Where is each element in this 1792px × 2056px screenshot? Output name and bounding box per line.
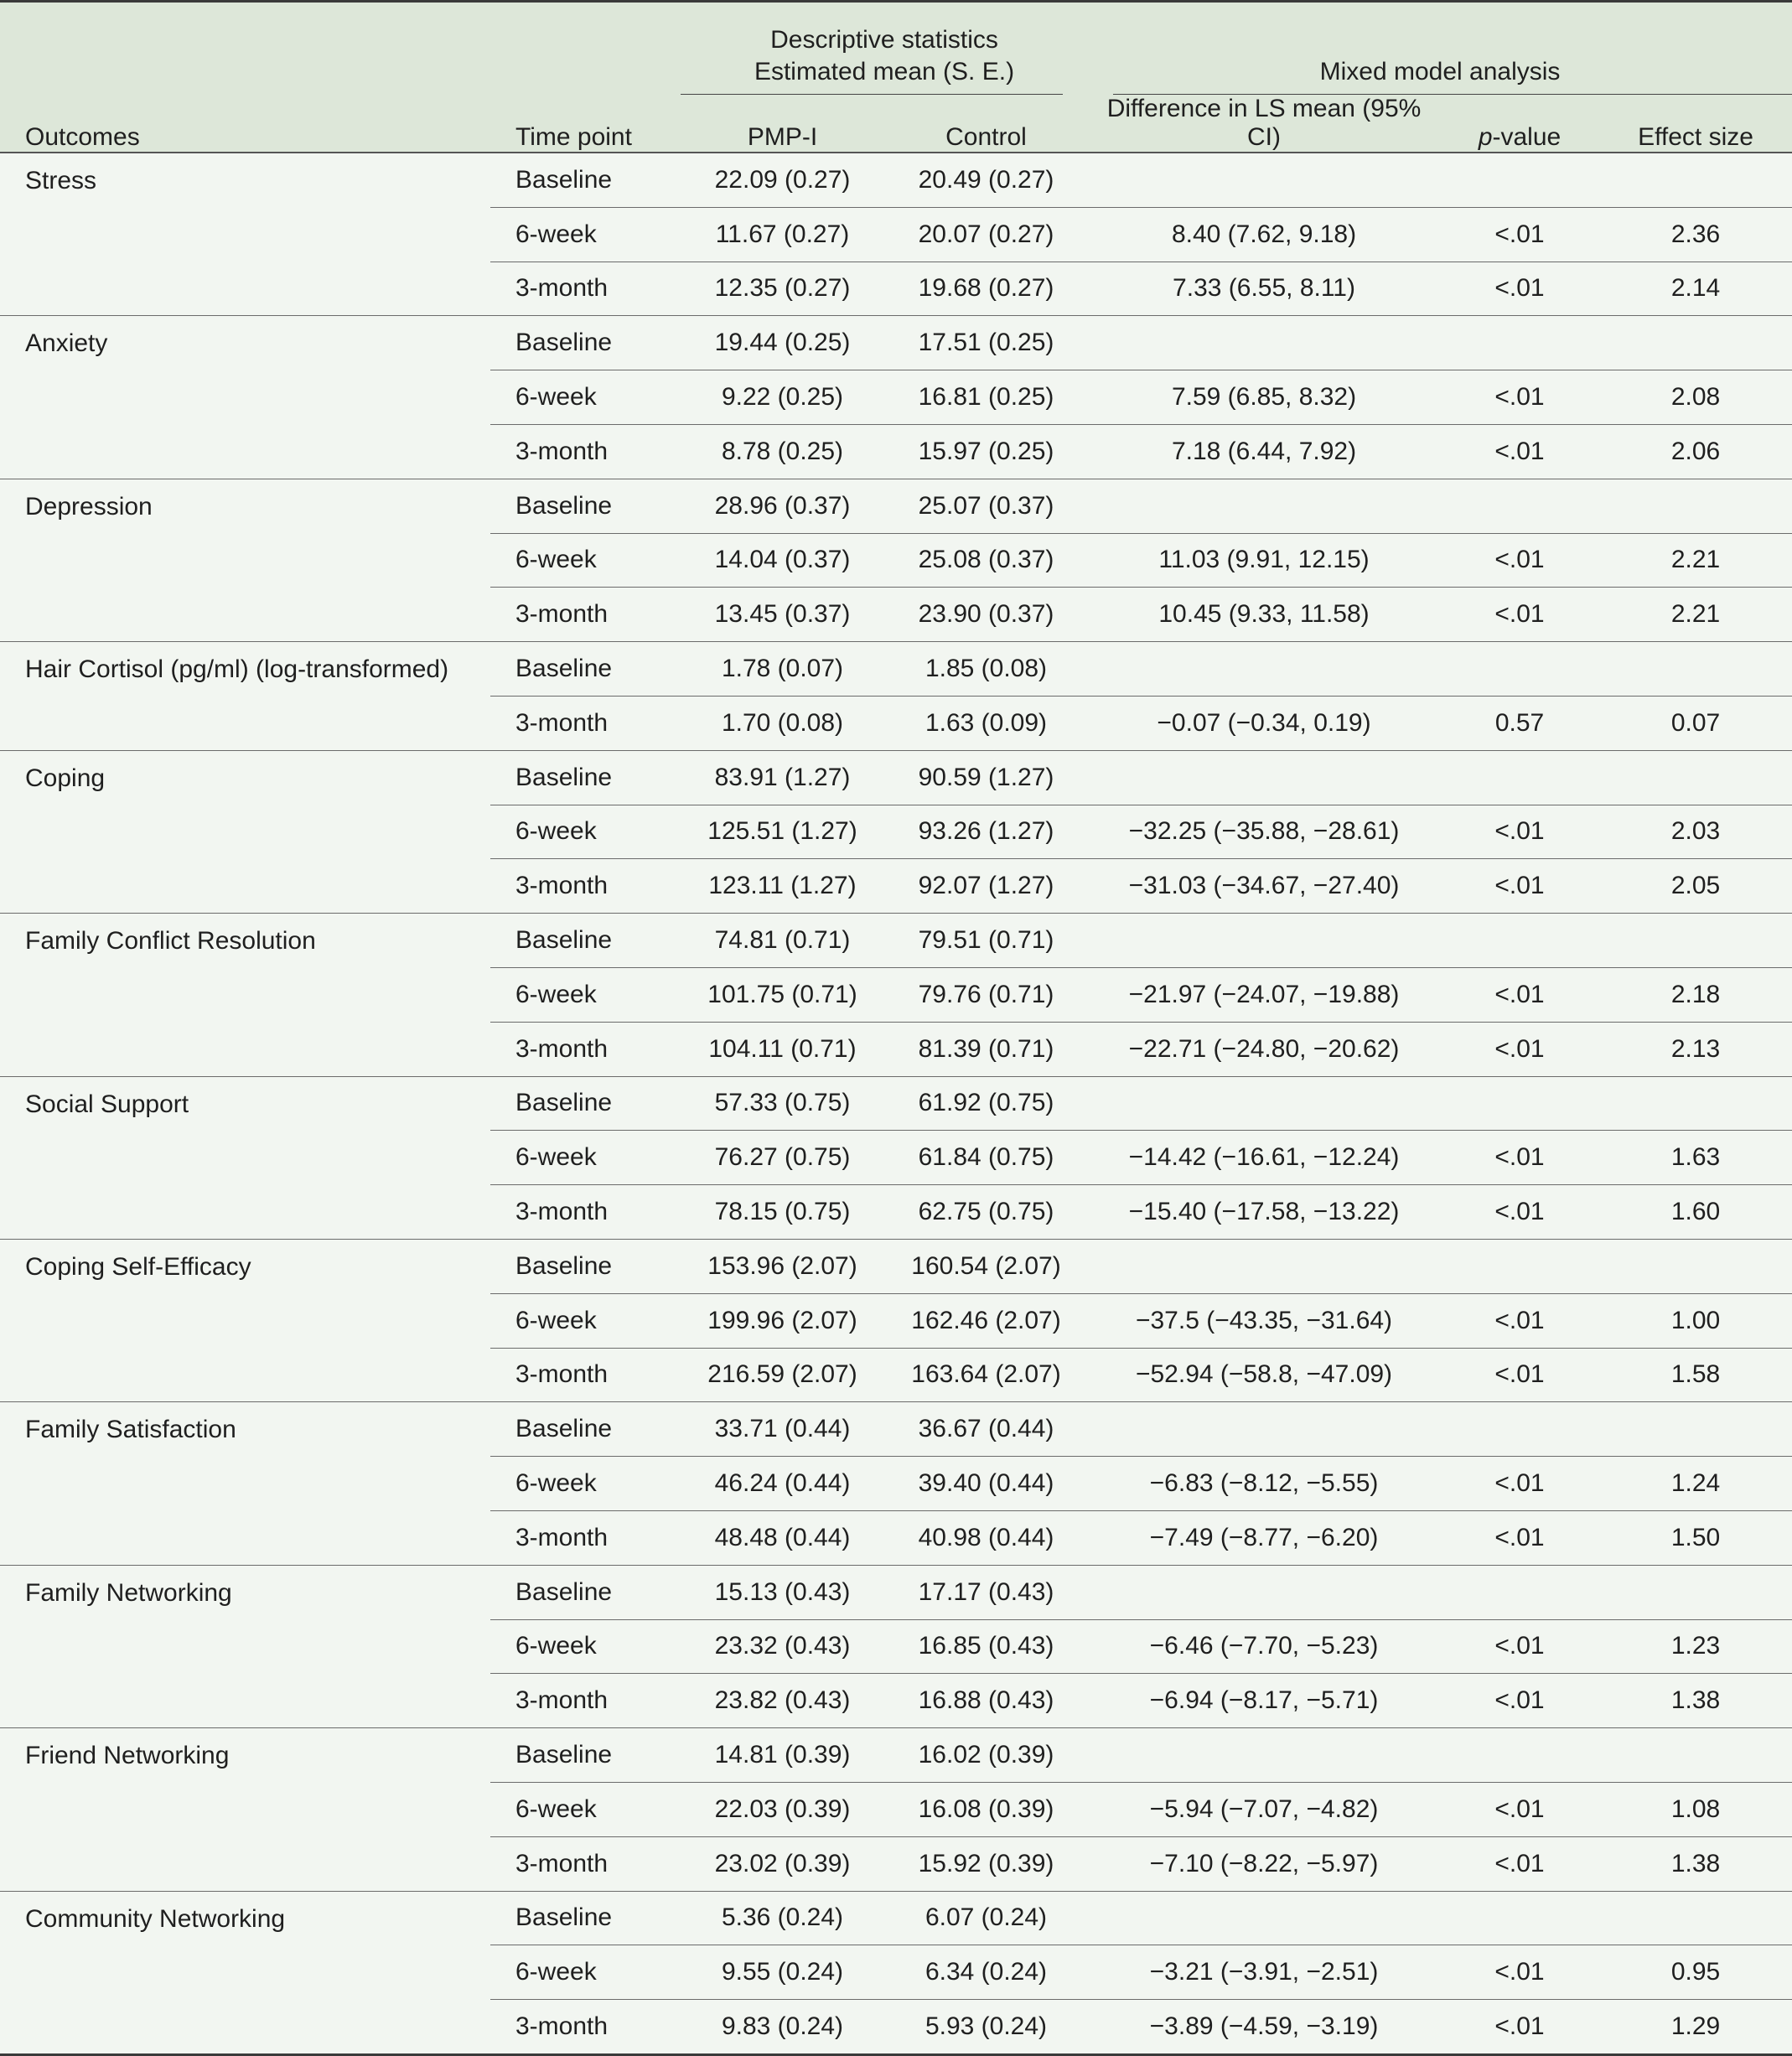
table-row	[0, 1402, 1792, 1457]
cell-difference: −6.94 (−8.17, −5.71)	[1088, 1674, 1440, 1728]
cell-difference: −37.5 (−43.35, −31.64)	[1088, 1293, 1440, 1348]
cell-difference: −31.03 (−34.67, −27.40)	[1088, 859, 1440, 914]
header-group-mixed-model	[1088, 2, 1792, 96]
cell-pmp: 76.27 (0.75)	[681, 1131, 884, 1185]
cell-outcome: Family Conflict Resolution	[0, 914, 490, 1076]
cell-p-value	[1440, 153, 1599, 207]
cell-difference: −14.42 (−16.61, −12.24)	[1088, 1131, 1440, 1185]
cell-difference	[1088, 1402, 1440, 1457]
cell-p-value	[1440, 1076, 1599, 1131]
cell-effect-size: 1.38	[1599, 1836, 1792, 1891]
cell-time-point: 3-month	[490, 588, 681, 642]
cell-control: 81.39 (0.71)	[884, 1022, 1088, 1076]
cell-difference	[1088, 153, 1440, 207]
cell-pmp: 14.81 (0.39)	[681, 1728, 884, 1783]
cell-p-value: <.01	[1440, 1782, 1599, 1836]
cell-difference	[1088, 1565, 1440, 1619]
cell-control: 40.98 (0.44)	[884, 1510, 1088, 1565]
cell-effect-size: 2.13	[1599, 1022, 1792, 1076]
cell-control: 79.51 (0.71)	[884, 914, 1088, 968]
cell-p-value: <.01	[1440, 1674, 1599, 1728]
table-header	[0, 2, 1792, 153]
cell-outcome: Coping Self-Efficacy	[0, 1239, 490, 1401]
cell-time-point: 6-week	[490, 1782, 681, 1836]
cell-control: 17.51 (0.25)	[884, 316, 1088, 370]
cell-control: 15.97 (0.25)	[884, 424, 1088, 479]
cell-time-point: Baseline	[490, 1891, 681, 1945]
cell-p-value: <.01	[1440, 1945, 1599, 2000]
cell-outcome: Hair Cortisol (pg/ml) (log-transformed)	[0, 642, 490, 751]
cell-pmp: 23.02 (0.39)	[681, 1836, 884, 1891]
cell-p-value: <.01	[1440, 2000, 1599, 2055]
cell-pmp: 46.24 (0.44)	[681, 1457, 884, 1511]
cell-difference: −6.46 (−7.70, −5.23)	[1088, 1619, 1440, 1674]
cell-pmp: 22.09 (0.27)	[681, 153, 884, 207]
cell-control: 90.59 (1.27)	[884, 750, 1088, 805]
cell-pmp: 9.55 (0.24)	[681, 1945, 884, 2000]
cell-time-point: Baseline	[490, 1239, 681, 1293]
cell-p-value: <.01	[1440, 1022, 1599, 1076]
cell-time-point: Baseline	[490, 1565, 681, 1619]
cell-effect-size	[1599, 914, 1792, 968]
cell-outcome: Social Support	[0, 1076, 490, 1239]
cell-outcome: Depression	[0, 479, 490, 641]
cell-pmp: 216.59 (2.07)	[681, 1348, 884, 1402]
cell-difference: −6.83 (−8.12, −5.55)	[1088, 1457, 1440, 1511]
header-group-descriptive-line1: Descriptive statistics	[770, 26, 998, 54]
cell-time-point: 3-month	[490, 1510, 681, 1565]
cell-control: 17.17 (0.43)	[884, 1565, 1088, 1619]
cell-p-value: <.01	[1440, 1836, 1599, 1891]
cell-time-point: Baseline	[490, 479, 681, 533]
cell-time-point: 6-week	[490, 1293, 681, 1348]
cell-time-point: 3-month	[490, 1836, 681, 1891]
table-row	[0, 479, 1792, 533]
table-row	[0, 642, 1792, 697]
cell-control: 163.64 (2.07)	[884, 1348, 1088, 1402]
header-empty-time	[490, 2, 681, 96]
cell-pmp: 12.35 (0.27)	[681, 262, 884, 316]
cell-difference: −52.94 (−58.8, −47.09)	[1088, 1348, 1440, 1402]
cell-effect-size	[1599, 1402, 1792, 1457]
cell-pmp: 104.11 (0.71)	[681, 1022, 884, 1076]
table-row	[0, 750, 1792, 805]
cell-time-point: 3-month	[490, 1022, 681, 1076]
cell-control: 20.49 (0.27)	[884, 153, 1088, 207]
cell-difference	[1088, 1076, 1440, 1131]
cell-pmp: 1.78 (0.07)	[681, 642, 884, 697]
cell-effect-size	[1599, 1891, 1792, 1945]
cell-p-value	[1440, 1728, 1599, 1783]
header-difference: Difference in LS mean (95% CI)	[1088, 95, 1440, 153]
cell-effect-size: 2.18	[1599, 967, 1792, 1022]
cell-p-value: <.01	[1440, 1293, 1599, 1348]
cell-pmp: 11.67 (0.27)	[681, 207, 884, 262]
cell-effect-size	[1599, 1076, 1792, 1131]
cell-effect-size: 1.38	[1599, 1674, 1792, 1728]
header-group-descriptive	[681, 2, 1088, 96]
cell-control: 25.07 (0.37)	[884, 479, 1088, 533]
cell-pmp: 74.81 (0.71)	[681, 914, 884, 968]
cell-pmp: 14.04 (0.37)	[681, 533, 884, 588]
cell-effect-size: 1.50	[1599, 1510, 1792, 1565]
cell-time-point: 6-week	[490, 207, 681, 262]
cell-effect-size: 1.08	[1599, 1782, 1792, 1836]
header-pmp: PMP-I	[681, 95, 884, 153]
cell-time-point: 3-month	[490, 1348, 681, 1402]
table-row	[0, 1239, 1792, 1293]
cell-p-value	[1440, 642, 1599, 697]
cell-pmp: 19.44 (0.25)	[681, 316, 884, 370]
cell-pmp: 28.96 (0.37)	[681, 479, 884, 533]
table-body	[0, 153, 1792, 2054]
cell-p-value: <.01	[1440, 859, 1599, 914]
cell-control: 16.02 (0.39)	[884, 1728, 1088, 1783]
header-group-mixed-label: Mixed model analysis	[1319, 58, 1561, 85]
cell-pmp: 123.11 (1.27)	[681, 859, 884, 914]
table-row	[0, 1076, 1792, 1131]
cell-control: 160.54 (2.07)	[884, 1239, 1088, 1293]
cell-outcome: Family Satisfaction	[0, 1402, 490, 1565]
cell-time-point: 3-month	[490, 424, 681, 479]
cell-effect-size: 1.60	[1599, 1185, 1792, 1240]
cell-control: 61.84 (0.75)	[884, 1131, 1088, 1185]
cell-effect-size: 2.06	[1599, 424, 1792, 479]
cell-time-point: 6-week	[490, 533, 681, 588]
cell-difference: 7.33 (6.55, 8.11)	[1088, 262, 1440, 316]
cell-time-point: 6-week	[490, 967, 681, 1022]
cell-pmp: 9.83 (0.24)	[681, 2000, 884, 2055]
cell-p-value: <.01	[1440, 967, 1599, 1022]
cell-control: 20.07 (0.27)	[884, 207, 1088, 262]
cell-difference: −0.07 (−0.34, 0.19)	[1088, 696, 1440, 750]
cell-control: 36.67 (0.44)	[884, 1402, 1088, 1457]
cell-p-value: <.01	[1440, 805, 1599, 859]
cell-effect-size	[1599, 1565, 1792, 1619]
cell-difference: −5.94 (−7.07, −4.82)	[1088, 1782, 1440, 1836]
header-effect-size: Effect size	[1599, 95, 1792, 153]
cell-control: 16.88 (0.43)	[884, 1674, 1088, 1728]
table-row	[0, 153, 1792, 207]
cell-effect-size: 1.00	[1599, 1293, 1792, 1348]
cell-difference: −22.71 (−24.80, −20.62)	[1088, 1022, 1440, 1076]
cell-control: 23.90 (0.37)	[884, 588, 1088, 642]
cell-time-point: 6-week	[490, 1945, 681, 2000]
cell-difference: 11.03 (9.91, 12.15)	[1088, 533, 1440, 588]
cell-control: 5.93 (0.24)	[884, 2000, 1088, 2055]
cell-control: 1.85 (0.08)	[884, 642, 1088, 697]
cell-effect-size	[1599, 479, 1792, 533]
header-control: Control	[884, 95, 1088, 153]
cell-effect-size: 1.23	[1599, 1619, 1792, 1674]
header-time-point: Time point	[490, 95, 681, 153]
cell-pmp: 125.51 (1.27)	[681, 805, 884, 859]
cell-pmp: 9.22 (0.25)	[681, 370, 884, 425]
cell-time-point: 3-month	[490, 1185, 681, 1240]
cell-pmp: 13.45 (0.37)	[681, 588, 884, 642]
cell-effect-size: 2.14	[1599, 262, 1792, 316]
cell-time-point: Baseline	[490, 914, 681, 968]
cell-pmp: 23.82 (0.43)	[681, 1674, 884, 1728]
cell-time-point: Baseline	[490, 1402, 681, 1457]
cell-outcome: Friend Networking	[0, 1728, 490, 1891]
cell-outcome: Anxiety	[0, 316, 490, 479]
table-row	[0, 1728, 1792, 1783]
cell-effect-size: 2.05	[1599, 859, 1792, 914]
cell-time-point: 3-month	[490, 1674, 681, 1728]
cell-control: 16.08 (0.39)	[884, 1782, 1088, 1836]
cell-outcome: Stress	[0, 153, 490, 316]
cell-difference: −7.10 (−8.22, −5.97)	[1088, 1836, 1440, 1891]
cell-effect-size	[1599, 153, 1792, 207]
cell-difference: 7.59 (6.85, 8.32)	[1088, 370, 1440, 425]
cell-p-value	[1440, 1239, 1599, 1293]
cell-p-value: <.01	[1440, 1185, 1599, 1240]
cell-p-value	[1440, 750, 1599, 805]
cell-outcome: Coping	[0, 750, 490, 913]
cell-pmp: 153.96 (2.07)	[681, 1239, 884, 1293]
cell-difference: −21.97 (−24.07, −19.88)	[1088, 967, 1440, 1022]
cell-effect-size: 1.29	[1599, 2000, 1792, 2055]
cell-pmp: 83.91 (1.27)	[681, 750, 884, 805]
cell-pmp: 199.96 (2.07)	[681, 1293, 884, 1348]
cell-difference	[1088, 316, 1440, 370]
cell-pmp: 5.36 (0.24)	[681, 1891, 884, 1945]
cell-outcome: Family Networking	[0, 1565, 490, 1727]
cell-effect-size	[1599, 642, 1792, 697]
cell-difference	[1088, 1891, 1440, 1945]
cell-control: 162.46 (2.07)	[884, 1293, 1088, 1348]
cell-pmp: 23.32 (0.43)	[681, 1619, 884, 1674]
cell-time-point: Baseline	[490, 642, 681, 697]
cell-difference	[1088, 914, 1440, 968]
cell-p-value: <.01	[1440, 1457, 1599, 1511]
cell-p-value: <.01	[1440, 207, 1599, 262]
cell-pmp: 57.33 (0.75)	[681, 1076, 884, 1131]
cell-difference	[1088, 1728, 1440, 1783]
cell-effect-size: 0.95	[1599, 1945, 1792, 2000]
cell-difference: 7.18 (6.44, 7.92)	[1088, 424, 1440, 479]
header-p-value	[1440, 95, 1599, 153]
cell-p-value	[1440, 1402, 1599, 1457]
cell-difference	[1088, 642, 1440, 697]
cell-p-value: 0.57	[1440, 696, 1599, 750]
cell-difference: −3.21 (−3.91, −2.51)	[1088, 1945, 1440, 2000]
cell-difference	[1088, 750, 1440, 805]
cell-difference: −32.25 (−35.88, −28.61)	[1088, 805, 1440, 859]
cell-p-value: <.01	[1440, 1510, 1599, 1565]
cell-p-value: <.01	[1440, 262, 1599, 316]
cell-p-value: <.01	[1440, 533, 1599, 588]
cell-p-value: <.01	[1440, 1348, 1599, 1402]
header-group-descriptive-line2: Estimated mean (S. E.)	[754, 58, 1015, 85]
cell-difference: −7.49 (−8.77, −6.20)	[1088, 1510, 1440, 1565]
cell-effect-size	[1599, 1728, 1792, 1783]
cell-time-point: 3-month	[490, 2000, 681, 2055]
cell-effect-size: 2.21	[1599, 533, 1792, 588]
cell-effect-size: 1.24	[1599, 1457, 1792, 1511]
table-row	[0, 914, 1792, 968]
cell-control: 16.81 (0.25)	[884, 370, 1088, 425]
cell-control: 16.85 (0.43)	[884, 1619, 1088, 1674]
cell-control: 6.07 (0.24)	[884, 1891, 1088, 1945]
table-row	[0, 1565, 1792, 1619]
cell-p-value	[1440, 479, 1599, 533]
table-row	[0, 316, 1792, 370]
cell-time-point: 6-week	[490, 1457, 681, 1511]
cell-p-value: <.01	[1440, 588, 1599, 642]
cell-outcome: Community Networking	[0, 1891, 490, 2054]
cell-effect-size: 2.08	[1599, 370, 1792, 425]
cell-difference: 10.45 (9.33, 11.58)	[1088, 588, 1440, 642]
cell-effect-size: 0.07	[1599, 696, 1792, 750]
cell-difference: −15.40 (−17.58, −13.22)	[1088, 1185, 1440, 1240]
cell-time-point: 6-week	[490, 370, 681, 425]
cell-effect-size: 1.63	[1599, 1131, 1792, 1185]
cell-effect-size: 2.03	[1599, 805, 1792, 859]
cell-effect-size	[1599, 1239, 1792, 1293]
cell-time-point: 6-week	[490, 805, 681, 859]
cell-p-value: <.01	[1440, 1131, 1599, 1185]
cell-pmp: 8.78 (0.25)	[681, 424, 884, 479]
cell-difference	[1088, 479, 1440, 533]
cell-pmp: 33.71 (0.44)	[681, 1402, 884, 1457]
cell-control: 25.08 (0.37)	[884, 533, 1088, 588]
cell-time-point: Baseline	[490, 750, 681, 805]
cell-control: 79.76 (0.71)	[884, 967, 1088, 1022]
header-empty-outcome	[0, 2, 490, 96]
cell-p-value	[1440, 914, 1599, 968]
cell-control: 62.75 (0.75)	[884, 1185, 1088, 1240]
cell-control: 15.92 (0.39)	[884, 1836, 1088, 1891]
cell-effect-size: 2.21	[1599, 588, 1792, 642]
cell-control: 61.92 (0.75)	[884, 1076, 1088, 1131]
cell-difference: 8.40 (7.62, 9.18)	[1088, 207, 1440, 262]
cell-difference	[1088, 1239, 1440, 1293]
cell-p-value: <.01	[1440, 424, 1599, 479]
cell-time-point: 3-month	[490, 859, 681, 914]
cell-p-value: <.01	[1440, 1619, 1599, 1674]
cell-pmp: 22.03 (0.39)	[681, 1782, 884, 1836]
cell-p-value	[1440, 1565, 1599, 1619]
cell-time-point: 6-week	[490, 1619, 681, 1674]
cell-pmp: 1.70 (0.08)	[681, 696, 884, 750]
header-outcomes: Outcomes	[0, 95, 490, 153]
cell-pmp: 101.75 (0.71)	[681, 967, 884, 1022]
cell-control: 19.68 (0.27)	[884, 262, 1088, 316]
cell-p-value	[1440, 1891, 1599, 1945]
cell-p-value	[1440, 316, 1599, 370]
cell-control: 93.26 (1.27)	[884, 805, 1088, 859]
cell-effect-size	[1599, 750, 1792, 805]
table-row	[0, 1891, 1792, 1945]
cell-time-point: Baseline	[490, 153, 681, 207]
header-p-italic: p	[1478, 123, 1493, 151]
cell-time-point: 3-month	[490, 262, 681, 316]
cell-time-point: Baseline	[490, 1728, 681, 1783]
cell-control: 92.07 (1.27)	[884, 859, 1088, 914]
cell-effect-size	[1599, 316, 1792, 370]
cell-pmp: 15.13 (0.43)	[681, 1565, 884, 1619]
cell-effect-size: 1.58	[1599, 1348, 1792, 1402]
cell-time-point: 6-week	[490, 1131, 681, 1185]
cell-difference: −3.89 (−4.59, −3.19)	[1088, 2000, 1440, 2055]
cell-control: 1.63 (0.09)	[884, 696, 1088, 750]
cell-time-point: Baseline	[490, 1076, 681, 1131]
cell-pmp: 78.15 (0.75)	[681, 1185, 884, 1240]
cell-p-value: <.01	[1440, 370, 1599, 425]
cell-time-point: Baseline	[490, 316, 681, 370]
header-p-rest: -value	[1492, 123, 1562, 151]
cell-control: 6.34 (0.24)	[884, 1945, 1088, 2000]
cell-control: 39.40 (0.44)	[884, 1457, 1088, 1511]
cell-effect-size: 2.36	[1599, 207, 1792, 262]
cell-time-point: 3-month	[490, 696, 681, 750]
cell-pmp: 48.48 (0.44)	[681, 1510, 884, 1565]
